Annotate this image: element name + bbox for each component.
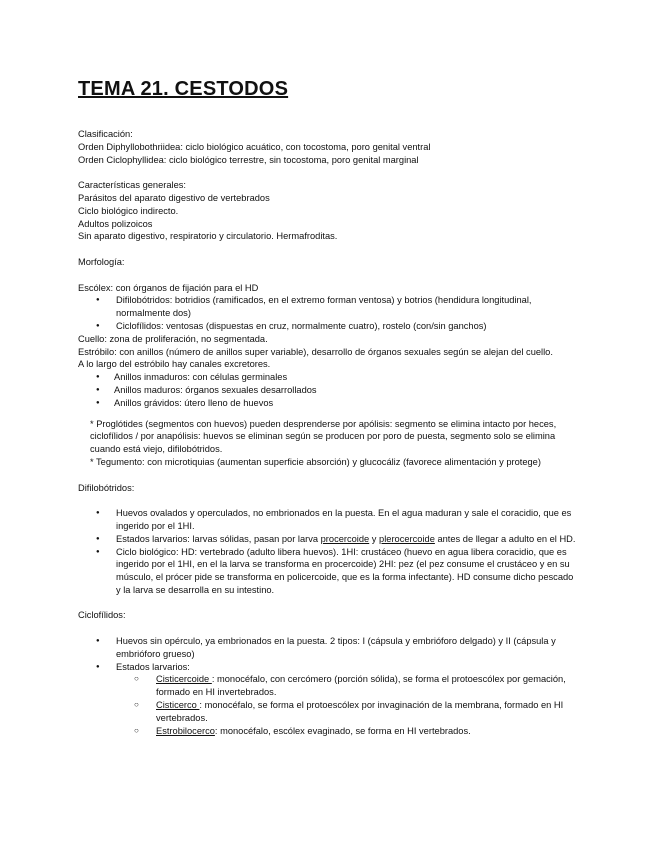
underlined-term: Cisticercoide xyxy=(156,674,212,685)
underlined-term: plerocercoide xyxy=(379,533,435,544)
text: Estados larvarios: larvas sólidas, pasan por larva xyxy=(116,533,321,544)
text: y xyxy=(369,533,380,544)
text: antes de llegar a adulto en el HD. xyxy=(434,533,576,544)
tegumento-line: * Tegumento: con microtiquias (aumentan superficie absorción) y glucocáliz (favorece alimentación y protege) xyxy=(90,456,541,467)
list-item xyxy=(78,533,578,546)
text: : monocéfalo, escólex evaginado, se forma en HI vertebrados. xyxy=(214,725,471,736)
list-item: ● Estados larvarios: xyxy=(78,661,578,674)
list-item: ● Ciclofílidos: ventosas (dispuestas en cruz, normalmente cuatro), rostelo (con/sin ganchos) xyxy=(78,320,578,333)
caracteristicas-line: Ciclo biológico indirecto. xyxy=(78,205,179,216)
text: : monocéfalo, con cercómero (porción sólida), se forma el protoescólex por gemación, formado en HI invertebrados. xyxy=(156,674,566,698)
morfologia-heading: Morfología: xyxy=(78,256,125,267)
caracteristicas-line: Sin aparato digestivo, respiratorio y circulatorio. Hermafroditas. xyxy=(78,231,338,242)
list-item: ● Huevos sin opérculo, ya embrionados en la puesta. 2 tipos: I (cápsula y embrióforo delgado) y II (cápsula y embrióforo grueso) xyxy=(78,635,578,661)
document-body xyxy=(78,128,578,737)
clasificacion-line: Orden Ciclophyllidea: ciclo biológico terrestre, sin tocostoma, poro genital marginal xyxy=(78,154,419,165)
difilobotridos-heading: Difilobótridos: xyxy=(78,482,135,493)
sub-list-item xyxy=(78,673,576,699)
proglotides-paragraph: * Proglótides (segmentos con huevos) pueden desprenderse por apólisis: segmento se elimina intacto por heces, ciclofílidos / por anapólisis: huevos se eliminan según se producen por poro de puesta, segmento solo se elimina cuando está viejo, difilobótridos. xyxy=(90,418,557,455)
list-item: ● Huevos ovalados y operculados, no embrionados en la puesta. En el agua maduran y sale el coracidio, que es ingerido por el 1HI. xyxy=(78,507,578,533)
list-item: ● Ciclo biológico: HD: vertebrado (adulto libera huevos). 1HI: crustáceo (huevo en agua libera coracidio, que es ingerido por el 1HI, en el la larva se transforma en procercoide) 2HI: pez (el pez consume el crustáceo y en su músculo, el prócer pide se transforma en policercoide, que es la forma infectante). HD consume dicho pescado y la larva se desarrolla en su intestino. xyxy=(78,546,578,597)
underlined-term: procercoide xyxy=(320,533,370,544)
caracteristicas-line: Adultos polizoicos xyxy=(78,218,153,229)
text: : monocéfalo, se forma el protoescólex por invaginación de la membrana, formado en HI vertebrados. xyxy=(156,700,564,723)
anillos-list xyxy=(78,371,578,409)
page-title: TEMA 21. CESTODOS xyxy=(78,78,289,100)
list-item: ● Difilobótridos: botridios (ramificados, en el extremo forman ventosa) y botrios (hendidura longitudinal, normalmente dos) xyxy=(78,294,578,320)
escolex-list xyxy=(78,294,578,332)
list-item: ● Anillos inmaduros: con células germinales xyxy=(78,371,578,384)
clasificacion-line: Orden Diphyllobothriidea: ciclo biológico acuático, con tocostoma, poro genital ventral xyxy=(78,141,431,152)
caracteristicas-line: Parásitos del aparato digestivo de vertebrados xyxy=(78,192,270,203)
estrobilo-line: Estróbilo: con anillos (número de anillos super variable), desarrollo de órganos sexuales según se alejan del cuello. xyxy=(78,346,553,357)
caracteristicas-heading: Características generales: xyxy=(78,180,186,191)
sub-list-item xyxy=(78,725,576,738)
estrobilo-line-2: A lo largo del estróbilo hay canales excretores. xyxy=(78,359,271,370)
underlined-term: Estrobilocerco xyxy=(156,725,215,736)
larvas-sublist xyxy=(78,673,578,737)
list-item: ● Anillos maduros: órganos sexuales desarrollados xyxy=(78,384,578,397)
difilobotridos-list xyxy=(78,507,578,597)
ciclofilidos-heading: Ciclofílidos: xyxy=(78,610,126,621)
ciclofilidos-list xyxy=(78,635,578,673)
underlined-term: Cisticerco xyxy=(156,700,200,711)
list-item: ● Anillos grávidos: útero lleno de huevos xyxy=(78,397,578,410)
escolex-line: Escólex: con órganos de fijación para el HD xyxy=(78,282,259,293)
cuello-line: Cuello: zona de proliferación, no segmentada. xyxy=(78,333,268,344)
sub-list-item xyxy=(78,699,576,725)
clasificacion-heading: Clasificación: xyxy=(78,129,133,139)
